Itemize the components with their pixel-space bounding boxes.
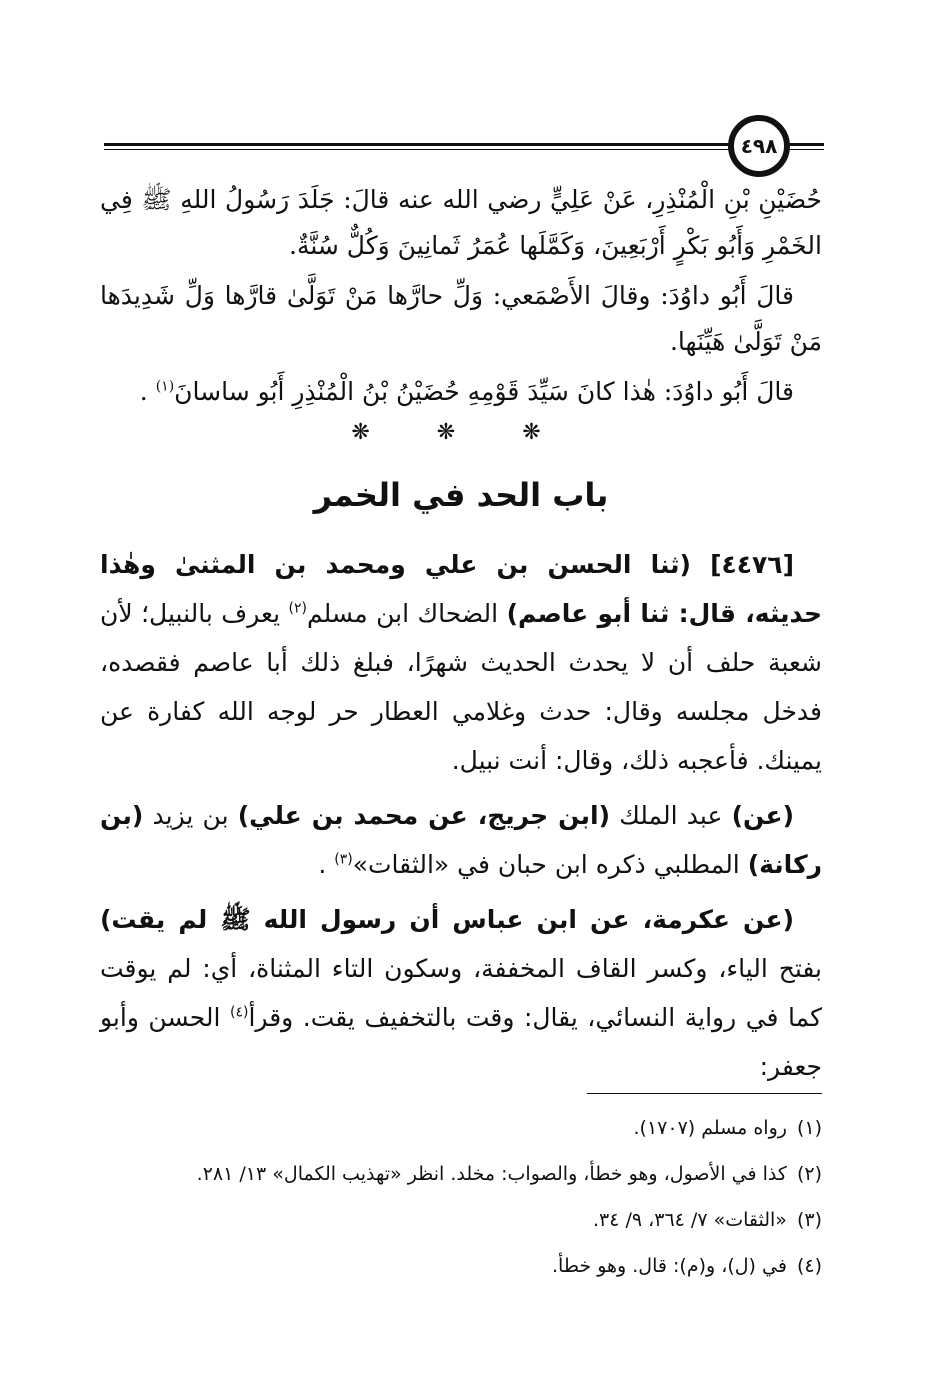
header-rule-thick [104,143,824,146]
footnote-number: (١) [796,1117,822,1139]
footnote-separator [587,1093,822,1094]
footnote-number: (٢) [796,1163,822,1185]
footnote-ref-2: (٢) [288,600,307,617]
page-number: ٤٩٨ [728,115,790,177]
footnote-1 [100,1105,822,1151]
vocalized-hadith-text [100,177,822,419]
abu-dawud-comment-2: قالَ أَبُو داوُدَ: هٰذا كانَ سَيِّدَ قَوْمِهِ حُضَيْنُ بْنُ الْمُنْذِرِ أَبُو ساسانَ$^{(١)}$ . [139,377,794,406]
commentary-paragraph-1: [٤٤٧٦] (ثنا الحسن بن علي ومحمد بن المثنىٰ وهٰذا حديثه، قال: ثنا أبو عاصم) الضحاك ابن مسلم$^{(٢)}$ يعرف بالنبيل؛ لأن شعبة حلف أن لا يحدث الحديث شهرًا، فبلغ ذلك أبا عاصم فقصده، فدخل مجلسه وقال: حدث وغلامي العطار حر لوجه الله كفارة عن يمينك. فأعجبه ذلك، وقال: أنت نبيل. [100,550,822,775]
section-separator: ❋ ❋ ❋ [351,420,571,445]
hadith-paragraph: حُضَيْنِ بْنِ الْمُنْذِرِ، عَنْ عَلِيٍّ رضي الله عنه قالَ: جَلَدَ رَسُولُ اللهِ ﷺ فِي الخَمْرِ وَأَبُو بَكْرٍ أَرْبَعِينَ، وَكَمَّلَها عُمَرُ ثَمانِينَ وَكُلٌّ سُنَّةٌ. [100,185,822,260]
commentary-text [100,540,822,1097]
footnotes [100,1105,822,1289]
footnote-text: رواه مسلم (١٧٠٧). [633,1117,787,1139]
footnote-number: (٣) [796,1209,822,1231]
header-rule [104,143,824,153]
footnote-ref-1: (١) [155,378,175,395]
footnote-3 [100,1197,822,1243]
footnote-text: كذا في الأصول، وهو خطأ، والصواب: مخلد. انظر «تهذيب الكمال» ١٣/ ٢٨١. [196,1163,787,1185]
commentary-paragraph-2: (عن) عبد الملك (ابن جريج، عن محمد بن علي) بن يزيد (بن ركانة) المطلبي ذكره ابن حبان في «الثقات»$^{(٣)}$ . [100,801,822,879]
abu-dawud-comment-1: قالَ أَبُو داوُدَ: وقالَ الأَصْمَعي: وَلِّ حارَّها مَنْ تَوَلَّىٰ قارَّها وَلِّ شَدِيدَها مَنْ تَوَلَّىٰ هَيِّنَها. [100,281,822,356]
footnote-text: في (ل)، و(م): قال. وهو خطأ. [552,1255,787,1277]
footnote-number: (٤) [796,1255,822,1277]
commentary-paragraph-3: (عن عكرمة، عن ابن عباس أن رسول الله ﷺ لم يقت) بفتح الياء، وكسر القاف المخففة، وسكون التاء المثناة، أي: لم يوقت كما في رواية النسائي، يقال: وقت بالتخفيف يقت. وقرأ$^{(٤)}$ الحسن وأبو جعفر: [100,905,822,1081]
footnote-4 [100,1243,822,1289]
chapter-title: باب الحد في الخمر [313,476,609,514]
footnote-ref-3: (٣) [334,851,353,868]
header-rule-thin [104,149,824,150]
footnote-ref-4: (٤) [230,1004,249,1021]
footnote-text: «الثقات» ٧/ ٣٦٤، ٩/ ٣٤. [592,1209,787,1231]
footnote-2 [100,1151,822,1197]
